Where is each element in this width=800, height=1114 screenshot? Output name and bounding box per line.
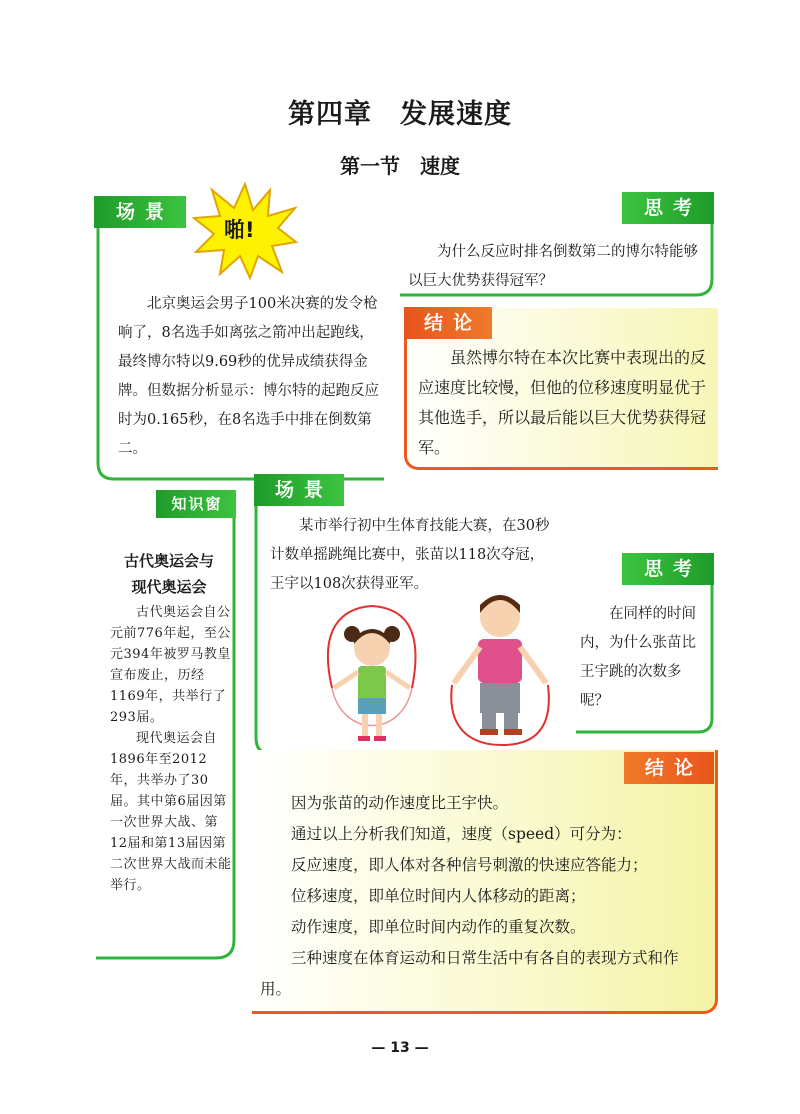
knowledge-tab: 知识窗 <box>156 490 236 518</box>
knowledge-para1: 古代奥运会自公元前776年起，至公元394年被罗马教皇宣布废止，历经1169年，共举行了293届。 <box>110 605 231 725</box>
page-number: — 13 — <box>371 1040 429 1056</box>
section-title: 第一节 速度 <box>340 154 460 178</box>
boy-jumping-rope-illustration <box>438 585 568 750</box>
knowledge-title-line1: 古代奥运会与 <box>123 552 214 570</box>
scene1-text <box>118 290 386 464</box>
conclusion1-tab: 结论 <box>404 307 492 339</box>
conclusion2-text <box>260 788 708 1005</box>
conclusion2-line-1: 因为张苗的动作速度比王宇快。 <box>291 794 509 812</box>
scene2-tab: 场景 <box>254 474 344 506</box>
girl-jumping-rope-illustration <box>312 598 432 748</box>
think1-text <box>408 238 706 296</box>
conclusion2-line-4: 位移速度，即单位时间内人体移动的距离； <box>291 887 586 905</box>
think2-paragraph: 在同样的时间内，为什么张苗比王宇跳的次数多呢？ <box>580 606 696 709</box>
burst-text: 啪! <box>224 218 255 242</box>
think1-tab: 思考 <box>622 192 714 224</box>
knowledge-body <box>110 602 234 896</box>
scene1-paragraph: 北京奥运会男子100米决赛的发令枪响了，8名选手如离弦之箭冲出起跑线，最终博尔特以9.69秒的优异成绩获得金牌。但数据分析显示：博尔特的起跑反应时为0.165秒，在8名选手中排在倒数第二。 <box>118 296 379 457</box>
conclusion2-line-6: 三种速度在体育运动和日常生活中有各自的表现方式和作用。 <box>260 949 679 998</box>
conclusion1-paragraph: 虽然博尔特在本次比赛中表现出的反应速度比较慢，但他的位移速度明显优于其他选手，所以最后能以巨大优势获得冠军。 <box>418 348 707 457</box>
think2-text <box>580 600 706 716</box>
conclusion2-line-5: 动作速度，即单位时间内动作的重复次数。 <box>291 918 586 936</box>
scene1-tab: 场景 <box>94 196 186 228</box>
chapter-title: 第四章 发展速度 <box>288 99 512 130</box>
conclusion2-line-2: 通过以上分析我们知道，速度（speed）可分为： <box>291 825 632 843</box>
think1-paragraph: 为什么反应时排名倒数第二的博尔特能够以巨大优势获得冠军？ <box>408 244 698 289</box>
knowledge-title-line2: 现代奥运会 <box>131 578 207 596</box>
knowledge-title <box>104 548 234 600</box>
conclusion1-text <box>418 343 714 463</box>
conclusion2-line-3: 反应速度，即人体对各种信号刺激的快速应答能力； <box>291 856 648 874</box>
think2-tab: 思考 <box>622 553 714 585</box>
conclusion2-tab: 结论 <box>624 752 714 784</box>
knowledge-para2: 现代奥运会自1896年至2012年，共举办了30届。其中第6届因第一次世界大战、第12届和第13届因第二次世界大战而未能举行。 <box>110 731 232 893</box>
scene2-paragraph: 某市举行初中生体育技能大赛，在30秒计数单摇跳绳比赛中，张苗以118次夺冠，王宇以108次获得亚军。 <box>270 518 550 592</box>
